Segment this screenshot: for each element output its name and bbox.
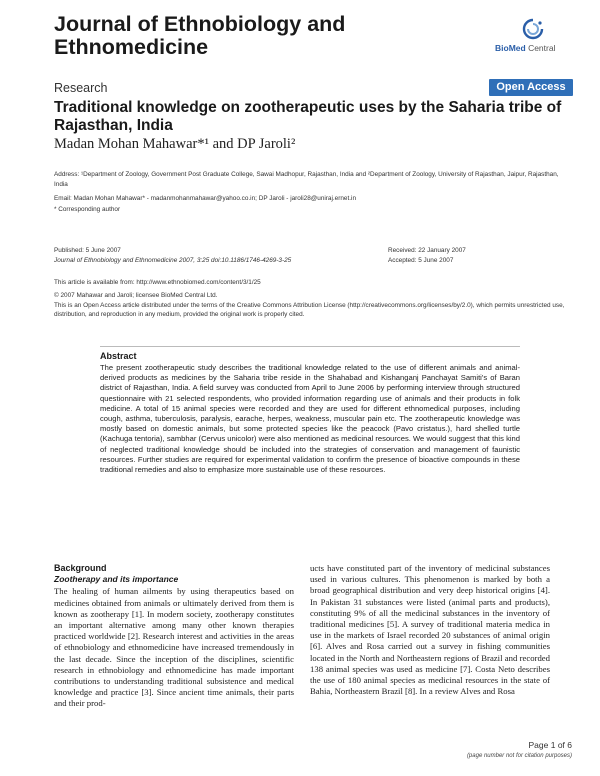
- body-column-right: [310, 563, 550, 697]
- body-text-left: The healing of human ailments by using therapeutics based on medicines obtained from animals or ultimately derived from them is known as zootherapy [1]. In modern society, zootherapy constitutes an important alternative among many other known therapies practiced worldwide [2]. Research interest and activities in the areas of ethnobiology and ethnomedicine have increased tremendously in the last decade. Since the inception of the disciplines, scientific research in ethnobiology and ethnomedicine has made important contributions to understanding traditional subsistence and medical knowledge and practice [3]. Since ancient time animals, their parts and their prod-: [54, 586, 294, 709]
- author-address: Address: ¹Department of Zoology, Government Post Graduate College, Sawai Madhopur, Rajasthan, India and ²Department of Zoology, University of Rajasthan, Jaipur, Rajasthan, India: [54, 171, 559, 188]
- authors: Madan Mohan Mahawar*¹ and DP Jaroli²: [54, 136, 296, 152]
- body-column-left: [54, 563, 294, 710]
- copyright-line: © 2007 Mahawar and Jaroli; licensee BioMed Central Ltd.: [54, 292, 218, 299]
- page-number: Page 1 of 6: [528, 740, 572, 750]
- corresponding-author: * Corresponding author: [54, 206, 121, 213]
- zootherapy-subheading: Zootherapy and its importance: [54, 574, 179, 585]
- abstract-text: The present zootherapeutic study describes the traditional knowledge related to the use of different animals and animal-derived products as medicines by the Saharia tribe reside in the Shahabad and Kishanganj Panchayat Samiti's of Baran district of Rajasthan, India. A field survey was conducted from April to June 2006 by performing interview through structured questionnaire with 21 selected respondents, who provided information regarding use of animals and their products in folk medicine. A total of 15 animal species were recorded and they are used for different ethnomedical purposes, including cough, asthma, tuberculosis, paralysis, earache, herpes, weakness, muscular pain etc. The zootherapeutic knowledge was mostly based on domestic animals, but some protected species like the peacock (Pavo cristatus.), hard shelled turtle (Kachuga tentoria), sambhar (Cervus unicolor) were also mentioned as medicinal resources. We would suggest that this kind of neglected traditional knowledge should be included into the strategies of conservation and management of faunistic resources. Further studies are required for experimental validation to confirm the presence of bioactive compounds in these traditional remedies and also to emphasize more sustainable use of these resources.: [100, 363, 520, 475]
- section-label: Research: [54, 81, 108, 95]
- author-email[interactable]: Email: Madan Mohan Mahawar* - madanmohanmahawar@yahoo.co.in; DP Jaroli - jaroli28@uniraj.ernet.in: [54, 195, 357, 202]
- biomed-central-logo[interactable]: [495, 18, 565, 58]
- background-heading: Background: [54, 563, 107, 573]
- page-note: (page number not for citation purposes): [466, 753, 572, 759]
- abstract-heading: Abstract: [100, 351, 137, 361]
- published-date: Published: 5 June 2007: [54, 247, 121, 254]
- journal-title: Journal of Ethnobiology and Ethnomedicine: [54, 12, 346, 59]
- copyright-notice: [54, 291, 574, 320]
- accepted-date: Accepted: 5 June 2007: [388, 256, 454, 264]
- license-text: This is an Open Access article distributed under the terms of the Creative Commons Attribution License (http://creativecommons.org/licenses/by/2.0), which permits unrestricted use, distribution, and reproduction in any medium, provided the original work is properly cited.: [54, 301, 565, 318]
- abstract: [100, 346, 520, 475]
- publication-info: [54, 246, 354, 265]
- permalink[interactable]: This article is available from: http://www.ethnobiomed.com/content/3/1/25: [54, 279, 261, 286]
- article-title: Traditional knowledge on zootherapeutic uses by the Saharia tribe of Rajasthan, India: [54, 99, 562, 134]
- open-access-badge: Open Access: [489, 79, 573, 96]
- biomed-central-wordmark: BioMed Central: [495, 43, 556, 53]
- biomed-central-swirl-icon: [522, 18, 544, 40]
- citation: Journal of Ethnobiology and Ethnomedicine 2007, 3:25 doi:10.1186/1746-4269-3-25: [54, 256, 292, 264]
- dates-info: [388, 246, 578, 265]
- body-text-right: ucts have constituted part of the inventory of medicinal substances used in various cultures. This phenomenon is marked by both a broad geographical distribution and very deep historical origins [4]. In Pakistan 31 substances were listed (animal parts and products), constituting 9% of all the medicinal substances in the inventory of traditional medicines [5]. A survey of traditional materia medica in use in the markets of Israel recorded 20 substances of animal origin [6]. Alves and Rosa carried out a survey in fishing communities located in the North and Northeastern regions of Brazil and recorded 138 animal species was used as medicine [7]. Costa Neto describes the use of 180 animal species as medicinal resources in the state of Bahia, Northeastern Brazil [8]. In a review Alves and Rosa: [310, 563, 550, 697]
- received-date: Received: 22 January 2007: [388, 247, 466, 254]
